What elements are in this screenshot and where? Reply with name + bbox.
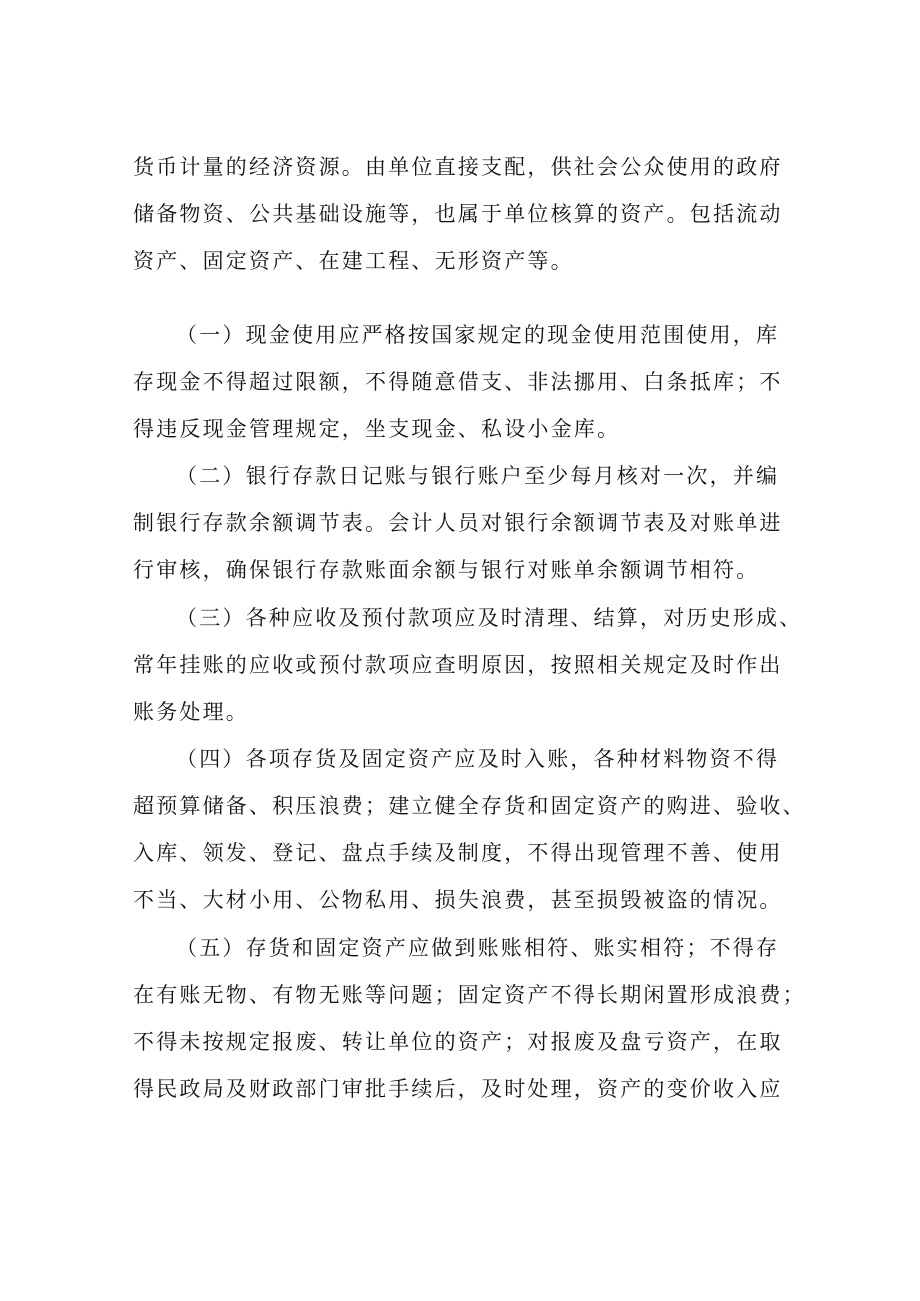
text-line: （五）存货和固定资产应做到账账相符、账实相符；不得存 xyxy=(176,936,780,960)
text-line: 在有账无物、有物无账等问题；固定资产不得长期闲置形成浪费； xyxy=(133,983,806,1007)
text-line: （二）银行存款日记账与银行账户至少每月核对一次，并编 xyxy=(176,464,780,488)
text-line: （四）各项存货及固定资产应及时入账，各种材料物资不得 xyxy=(176,747,780,771)
text-line: 行审核，确保银行存款账面余额与银行对账单余额调节相符。 xyxy=(133,558,760,582)
text-line: 常年挂账的应收或预付款项应查明原因，按照相关规定及时作出 xyxy=(133,653,783,677)
text-line: 得民政局及财政部门审批手续后，及时处理，资产的变价收入应 xyxy=(133,1077,783,1101)
text-line: 不得未按规定报废、转让单位的资产；对报废及盘亏资产，在取 xyxy=(133,1030,783,1054)
text-line: 存现金不得超过限额，不得随意借支、非法挪用、白条抵库；不 xyxy=(133,370,783,394)
text-line: 账务处理。 xyxy=(133,700,249,724)
text-line: 得违反现金管理规定，坐支现金、私设小金库。 xyxy=(133,417,621,441)
text-line: 制银行存款余额调节表。会计人员对银行余额调节表及对账单进 xyxy=(133,511,783,535)
text-line: 入库、领发、登记、盘点手续及制度，不得出现管理不善、使用 xyxy=(133,841,783,865)
text-line: （三）各种应收及预付款项应及时清理、结算，对历史形成、 xyxy=(176,606,803,630)
text-line: 储备物资、公共基础设施等，也属于单位核算的资产。包括流动 xyxy=(133,202,783,226)
text-line: 资产、固定资产、在建工程、无形资产等。 xyxy=(133,249,574,273)
text-line: 货币计量的经济资源。由单位直接支配，供社会公众使用的政府 xyxy=(133,155,783,179)
text-line: 不当、大材小用、公物私用、损失浪费，甚至损毁被盗的情况。 xyxy=(133,888,783,912)
text-line: 超预算储备、积压浪费；建立健全存货和固定资产的购进、验收、 xyxy=(133,794,806,818)
text-line: （一）现金使用应严格按国家规定的现金使用范围使用，库 xyxy=(176,323,780,347)
